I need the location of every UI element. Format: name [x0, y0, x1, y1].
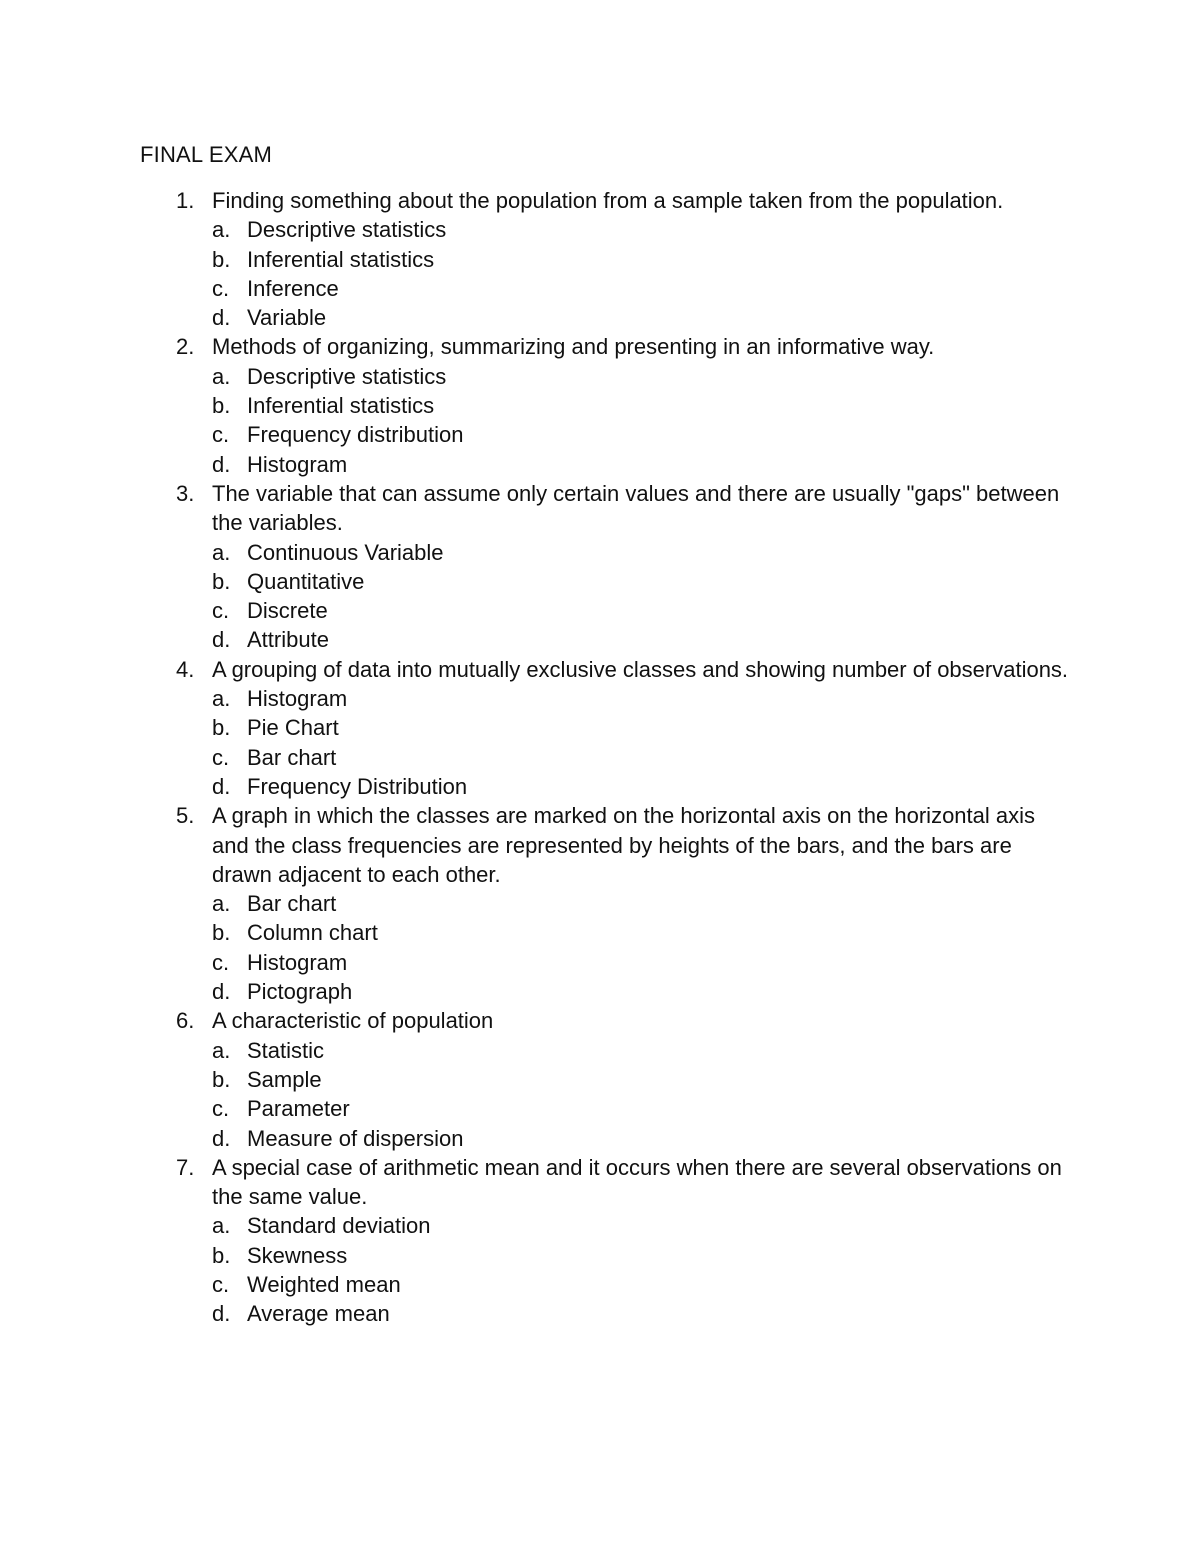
option-item	[212, 1299, 1070, 1328]
question-text: A special case of arithmetic mean and it occurs when there are several observations on the same value.	[212, 1154, 1062, 1210]
option-list	[212, 684, 1070, 801]
option-item	[212, 420, 1070, 449]
option-letter: d.	[212, 627, 231, 653]
option-item	[212, 1211, 1070, 1240]
question-item	[140, 655, 1070, 801]
option-item	[212, 1065, 1070, 1094]
option-text: Variable	[247, 305, 327, 331]
option-letter: d.	[212, 979, 231, 1005]
option-text: Attribute	[247, 627, 329, 653]
option-letter: d.	[212, 773, 231, 799]
option-letter: b.	[212, 393, 231, 419]
option-item	[212, 391, 1070, 420]
option-text: Pie Chart	[247, 715, 339, 741]
option-list	[212, 889, 1070, 1006]
option-letter: a.	[212, 686, 231, 712]
option-text: Statistic	[247, 1037, 325, 1063]
option-text: Bar chart	[247, 891, 337, 917]
question-text: Methods of organizing, summarizing and presenting in an informative way.	[212, 334, 935, 360]
option-text: Frequency distribution	[247, 422, 464, 448]
question-list	[140, 186, 1070, 1329]
option-letter: a.	[212, 217, 231, 243]
option-text: Pictograph	[247, 979, 353, 1005]
option-text: Bar chart	[247, 744, 337, 770]
question-number: 6.	[176, 1008, 195, 1034]
option-letter: c.	[212, 275, 230, 301]
option-letter: c.	[212, 1271, 230, 1297]
option-item	[212, 948, 1070, 977]
option-letter: b.	[212, 246, 231, 272]
option-item	[212, 303, 1070, 332]
option-text: Continuous Variable	[247, 539, 444, 565]
option-letter: b.	[212, 715, 231, 741]
option-item	[212, 215, 1070, 244]
option-list	[212, 538, 1070, 655]
option-text: Descriptive statistics	[247, 363, 447, 389]
option-item	[212, 684, 1070, 713]
option-letter: c.	[212, 598, 230, 624]
option-letter: a.	[212, 539, 231, 565]
option-item	[212, 743, 1070, 772]
option-letter: d.	[212, 1125, 231, 1151]
option-item	[212, 1270, 1070, 1299]
option-text: Histogram	[247, 451, 348, 477]
option-text: Histogram	[247, 949, 348, 975]
option-list	[212, 1036, 1070, 1153]
option-item	[212, 596, 1070, 625]
option-item	[212, 450, 1070, 479]
question-number: 3.	[176, 480, 195, 506]
question-item	[140, 186, 1070, 332]
option-letter: c.	[212, 949, 230, 975]
option-item	[212, 1036, 1070, 1065]
question-item	[140, 801, 1070, 1006]
option-letter: a.	[212, 363, 231, 389]
option-letter: d.	[212, 1301, 231, 1327]
question-number: 4.	[176, 656, 195, 682]
option-letter: b.	[212, 1242, 231, 1268]
option-item	[212, 625, 1070, 654]
option-text: Quantitative	[247, 568, 365, 594]
question-item	[140, 1006, 1070, 1152]
question-text: The variable that can assume only certain values and there are usually "gaps" between the variables.	[212, 480, 1060, 536]
option-list	[212, 1211, 1070, 1328]
option-item	[212, 918, 1070, 947]
option-item	[212, 889, 1070, 918]
option-letter: b.	[212, 920, 231, 946]
question-item	[140, 479, 1070, 655]
option-letter: a.	[212, 1037, 231, 1063]
option-letter: b.	[212, 1066, 231, 1092]
option-text: Sample	[247, 1066, 322, 1092]
option-item	[212, 977, 1070, 1006]
option-text: Histogram	[247, 686, 348, 712]
option-item	[212, 713, 1070, 742]
option-item	[212, 567, 1070, 596]
question-text: Finding something about the population from a sample taken from the population.	[212, 188, 1004, 213]
question-number: 2.	[176, 334, 195, 360]
option-item	[212, 772, 1070, 801]
option-letter: c.	[212, 744, 230, 770]
option-letter: a.	[212, 1213, 231, 1239]
option-text: Standard deviation	[247, 1213, 431, 1239]
question-item	[140, 332, 1070, 478]
option-list	[212, 362, 1070, 479]
option-letter: c.	[212, 1096, 230, 1122]
option-list	[212, 215, 1070, 332]
option-letter: c.	[212, 422, 230, 448]
option-text: Parameter	[247, 1096, 350, 1122]
option-text: Skewness	[247, 1242, 348, 1268]
option-item	[212, 1124, 1070, 1153]
option-letter: a.	[212, 891, 231, 917]
question-text: A grouping of data into mutually exclusive classes and showing number of observations.	[212, 656, 1069, 682]
option-item	[212, 538, 1070, 567]
question-text: A characteristic of population	[212, 1008, 494, 1034]
option-letter: d.	[212, 305, 231, 331]
option-text: Discrete	[247, 598, 328, 624]
option-text: Column chart	[247, 920, 378, 946]
question-item	[140, 1153, 1070, 1329]
option-text: Weighted mean	[247, 1271, 401, 1297]
question-number: 7.	[176, 1154, 195, 1180]
option-text: Inferential statistics	[247, 393, 435, 419]
option-item	[212, 1094, 1070, 1123]
question-number: 5.	[176, 803, 195, 829]
option-text: Measure of dispersion	[247, 1125, 464, 1151]
question-text: A graph in which the classes are marked on the horizontal axis on the horizontal axis and the class frequencies are represented by heights of the bars, and the bars are drawn adjacent to each other.	[212, 803, 1036, 887]
option-letter: b.	[212, 568, 231, 594]
option-text: Descriptive statistics	[247, 217, 447, 243]
option-item	[212, 274, 1070, 303]
option-item	[212, 1241, 1070, 1270]
option-letter: d.	[212, 451, 231, 477]
option-item	[212, 362, 1070, 391]
option-text: Frequency Distribution	[247, 773, 468, 799]
option-text: Average mean	[247, 1301, 390, 1327]
page-title: FINAL EXAM	[140, 142, 272, 167]
question-number: 1.	[176, 188, 195, 213]
option-item	[212, 245, 1070, 274]
option-text: Inferential statistics	[247, 246, 435, 272]
option-text: Inference	[247, 275, 339, 301]
